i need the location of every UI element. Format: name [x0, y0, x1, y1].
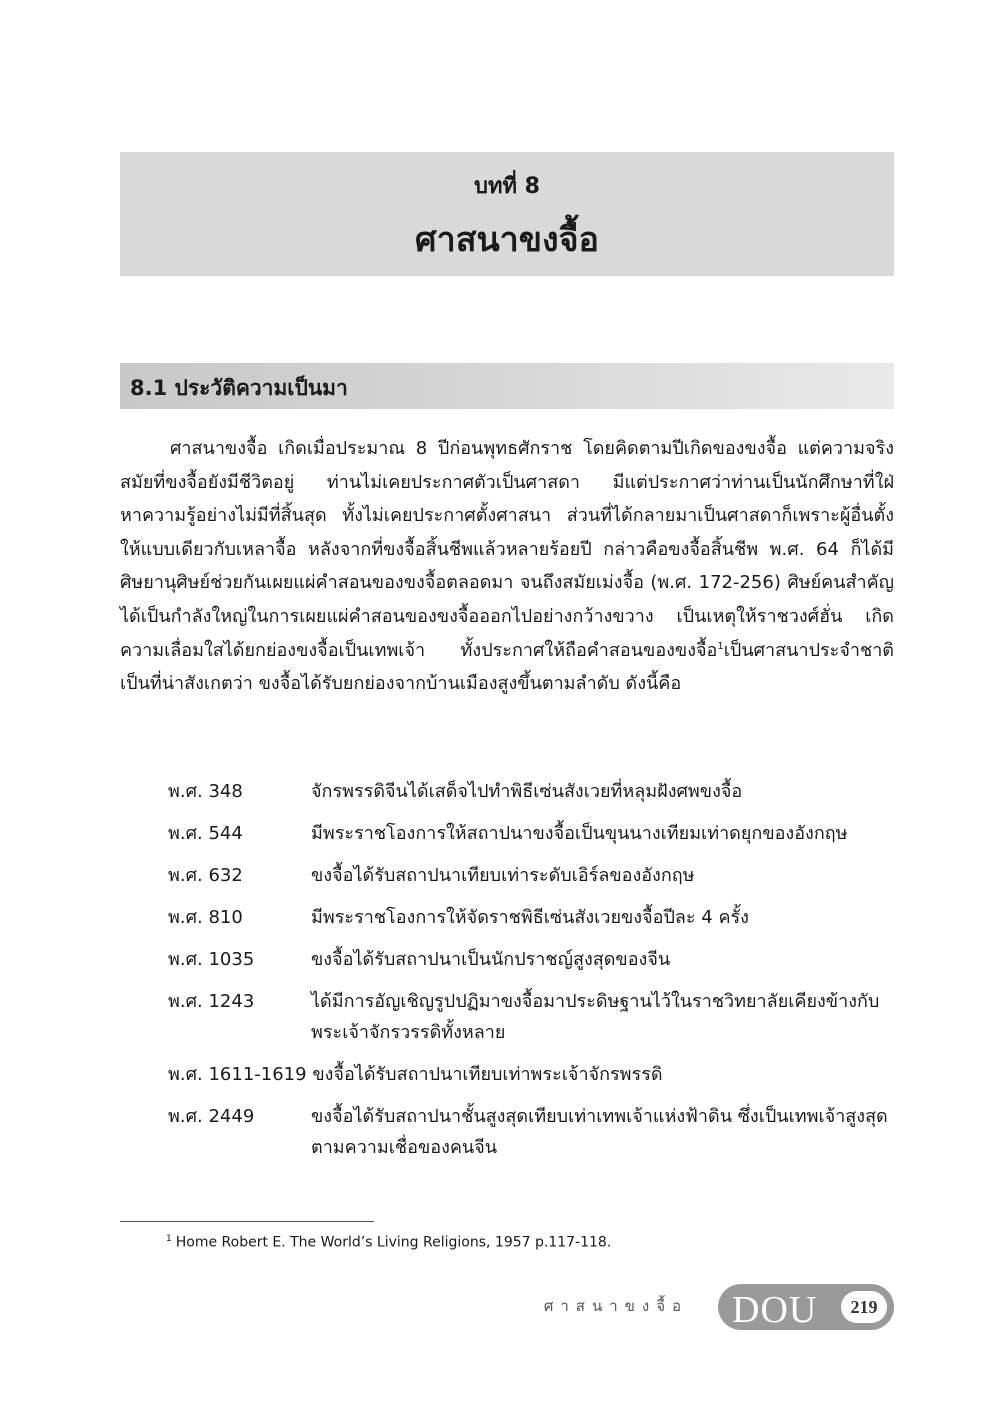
section-header: [120, 363, 894, 409]
chapter-title: ศาสนาขงจื้อ: [415, 220, 599, 260]
timeline-item: [168, 1059, 894, 1090]
paragraph-part-1: ศาสนาขงจื้อ เกิดเมื่อประมาณ 8 ปีก่อนพุทธศักราช โดยคิดตามปีเกิดของขงจื้อ แต่ความจริงสมัยที่ขงจื้อยังมีชีวิตอยู่ ท่านไม่เคยประกาศตัวเป็นศาสดา มีแต่ประกาศว่าท่านเป็นนักศึกษาที่ใฝ่หาความรู้อย่างไม่มีที่สิ้นสุด ทั้งไม่เคยประกาศตั้งศาสนา ส่วนที่ได้กลายมาเป็นศาสดาก็เพราะผู้อื่นตั้งให้แบบเดียวกับเหลาจื้อ หลังจากที่ขงจื้อสิ้นชีพแล้วหลายร้อยปี กล่าวคือขงจื้อสิ้นชีพ พ.ศ. 64 ก็ได้มีศิษยานุศิษย์ช่วยกันเผยแผ่คำสอนของขงจื้อตลอดมา จนถึงสมัยเม่งจื้อ (พ.ศ. 172-256) ศิษย์คนสำคัญได้เป็นกำลังใหญ่ในการเผยแผ่คำสอนของขงจื้อออกไปอย่างกว้างขวาง เป็นเหตุให้ราชวงศ์ฮั่น เกิดความเลื่อมใสได้ยกย่องขงจื้อเป็นเทพเจ้า ทั้งประกาศให้ถือคำสอนของขงจื้อ: [120, 438, 894, 661]
timeline-text: ขงจื้อได้รับสถาปนาชั้นสูงสุดเทียบเท่าเทพเจ้าแห่งฟ้าดิน ซึ่งเป็นเทพเจ้าสูงสุดตามความเชื่อของคนจีน: [311, 1106, 888, 1158]
footnote-reference[interactable]: 1: [717, 640, 724, 652]
timeline-year: พ.ศ. 1243: [168, 991, 255, 1012]
timeline-item: [168, 776, 894, 807]
timeline-year: พ.ศ. 348: [168, 781, 243, 802]
running-title: ศาสนาขงจื้อ: [543, 1297, 688, 1315]
body-paragraph: [120, 432, 894, 701]
section-title: 8.1 ประวัติความเป็นมา: [130, 376, 348, 400]
timeline-year: พ.ศ. 2449: [168, 1106, 255, 1127]
timeline-year: พ.ศ. 544: [168, 823, 243, 844]
timeline-item: [168, 902, 894, 933]
chapter-header: [120, 152, 894, 276]
timeline-item: [168, 944, 894, 975]
timeline-text: ขงจื้อได้รับสถาปนาเป็นนักปราชญ์สูงสุดของจีน: [311, 949, 671, 970]
chapter-label: บทที่ 8: [474, 174, 540, 199]
timeline-text: มีพระราชโองการให้จัดราชพิธีเซ่นสังเวยขงจื้อปีละ 4 ครั้ง: [311, 907, 749, 928]
footnote-number: 1: [166, 1234, 172, 1244]
timeline-item: [168, 860, 894, 891]
paragraph-part-2: เป็นศาสนาประจำชาติ เป็นที่น่าสังเกตว่า ขงจื้อได้รับยกย่องจากบ้านเมืองสูงขึ้นตามลำดับ ดังนี้คือ: [120, 639, 894, 695]
timeline-item: [168, 986, 894, 1048]
page-number: 219: [841, 1291, 887, 1323]
timeline-year: พ.ศ. 810: [168, 907, 243, 928]
timeline-list: [168, 776, 894, 1174]
timeline-text: ขงจื้อได้รับสถาปนาเทียบเท่าพระเจ้าจักรพรรดิ: [312, 1064, 663, 1085]
timeline-text: มีพระราชโองการให้สถาปนาขงจื้อเป็นขุนนางเทียมเท่าดยุกของอังกฤษ: [311, 823, 848, 844]
timeline-year: พ.ศ. 1611-1619: [168, 1064, 307, 1085]
timeline-text: ได้มีการอัญเชิญรูปปฏิมาขงจื้อมาประดิษฐานไว้ในราชวิทยาลัยเคียงข้างกับพระเจ้าจักรวรรดิทั้งหลาย: [311, 991, 880, 1043]
timeline-text: ขงจื้อได้รับสถาปนาเทียบเท่าระดับเอิร์ลของอังกฤษ: [311, 865, 695, 886]
timeline-year: พ.ศ. 1035: [168, 949, 255, 970]
dou-badge: [718, 1284, 894, 1330]
timeline-item: [168, 818, 894, 849]
footnote: [166, 1234, 611, 1251]
timeline-item: [168, 1101, 894, 1163]
brand-logo: DOU: [732, 1289, 818, 1331]
timeline-text: จักรพรรดิจีนได้เสด็จไปทำพิธีเซ่นสังเวยที่หลุมฝังศพขงจื้อ: [311, 781, 743, 802]
footnote-divider: [120, 1221, 374, 1222]
timeline-year: พ.ศ. 632: [168, 865, 243, 886]
footnote-text: Home Robert E. The World’s Living Religions, 1957 p.117-118.: [175, 1234, 612, 1251]
